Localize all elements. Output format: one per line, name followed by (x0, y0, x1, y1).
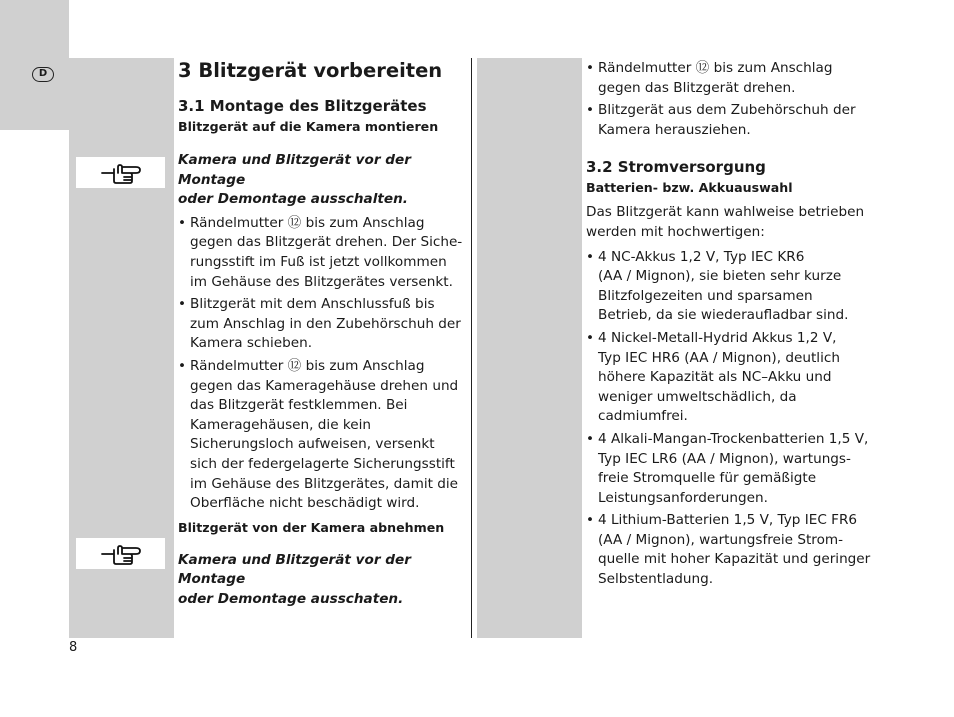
list-item: • Rändelmutter ⑫ bis zum Anschlag gegen das Blitzgerät drehen. Der Siche- rungsstift im Fuß ist jetzt vollkommen im Gehäuse des Blitzgerätes versenkt. (178, 214, 463, 290)
subhead-remove: Blitzgerät von der Kamera abnehmen (178, 519, 445, 535)
section-title-3-1: 3.1 Montage des Blitzgerätes (178, 97, 427, 115)
subhead-mount: Blitzgerät auf die Kamera montieren (178, 119, 439, 134)
intro-text: Das Blitzgerät kann wahlweise betrieben werden mit hochwertigen: (586, 204, 865, 240)
list-item: • 4 Alkali-Mangan-Trockenbatterien 1,5 V, Typ IEC LR6 (AA / Mignon), wartungs- freie Stromquelle für gemäßigte Leistungsanforderungen. (586, 430, 869, 506)
warning-text-2: Kamera und Blitzgerät vor der Montage oder Demontage ausschaten. (178, 551, 411, 607)
list-item: • 4 Lithium-Batterien 1,5 V, Typ IEC FR6 (AA / Mignon), wartungsfreie Strom- quelle mit hoher Kapazität und geringer Selbstentladung. (586, 512, 871, 588)
language-badge: D (32, 67, 54, 82)
list-item: • Blitzgerät aus dem Zubehörschuh der Kamera herausziehen. (586, 102, 856, 138)
subhead-battery: Batterien- bzw. Akkuauswahl (586, 180, 793, 196)
left-text-column (178, 59, 466, 609)
column-divider (471, 58, 472, 638)
language-tab (0, 0, 69, 130)
list-item: • Rändelmutter ⑫ bis zum Anschlag gegen das Kameragehäuse drehen und das Blitzgerät festklemmen. Bei Kameragehäusen, die kein Sicherungsloch aufweisen, versenkt sich der federgelagerte Sicherungsstift im Gehäuse des Blitzgerätes, damit die Oberfläche nicht beschädigt wird. (178, 357, 459, 512)
chapter-title: 3 Blitzgerät vorbereiten (178, 59, 443, 82)
warning-text-1: Kamera und Blitzgerät vor der Montage oder Demontage ausschalten. (178, 152, 411, 208)
right-margin-column (477, 58, 582, 638)
page-number: 8 (69, 640, 78, 655)
pointing-hand-icon (100, 542, 142, 566)
list-item: • Blitzgerät mit dem Anschlussfuß bis zum Anschlag in den Zubehörschuh der Kamera schieben. (178, 296, 461, 352)
warning-hand-box-2 (76, 538, 165, 569)
list-item: • 4 Nickel-Metall-Hydrid Akkus 1,2 V, Typ IEC HR6 (AA / Mignon), deutlich höhere Kapazität als NC–Akku und weniger umweltschädlich, da cadmiumfrei. (586, 329, 840, 425)
warning-hand-box-1 (76, 157, 165, 188)
pointing-hand-icon (100, 161, 142, 185)
list-item: • Rändelmutter ⑫ bis zum Anschlag gegen das Blitzgerät drehen. (586, 60, 833, 96)
right-text-column (586, 59, 876, 590)
list-item: • 4 NC-Akkus 1,2 V, Typ IEC KR6 (AA / Mignon), sie bieten sehr kurze Blitzfolgezeiten und sparsamen Betrieb, da sie wiederaufladbar sind. (586, 248, 849, 324)
section-title-3-2: 3.2 Stromversorgung (586, 158, 766, 177)
